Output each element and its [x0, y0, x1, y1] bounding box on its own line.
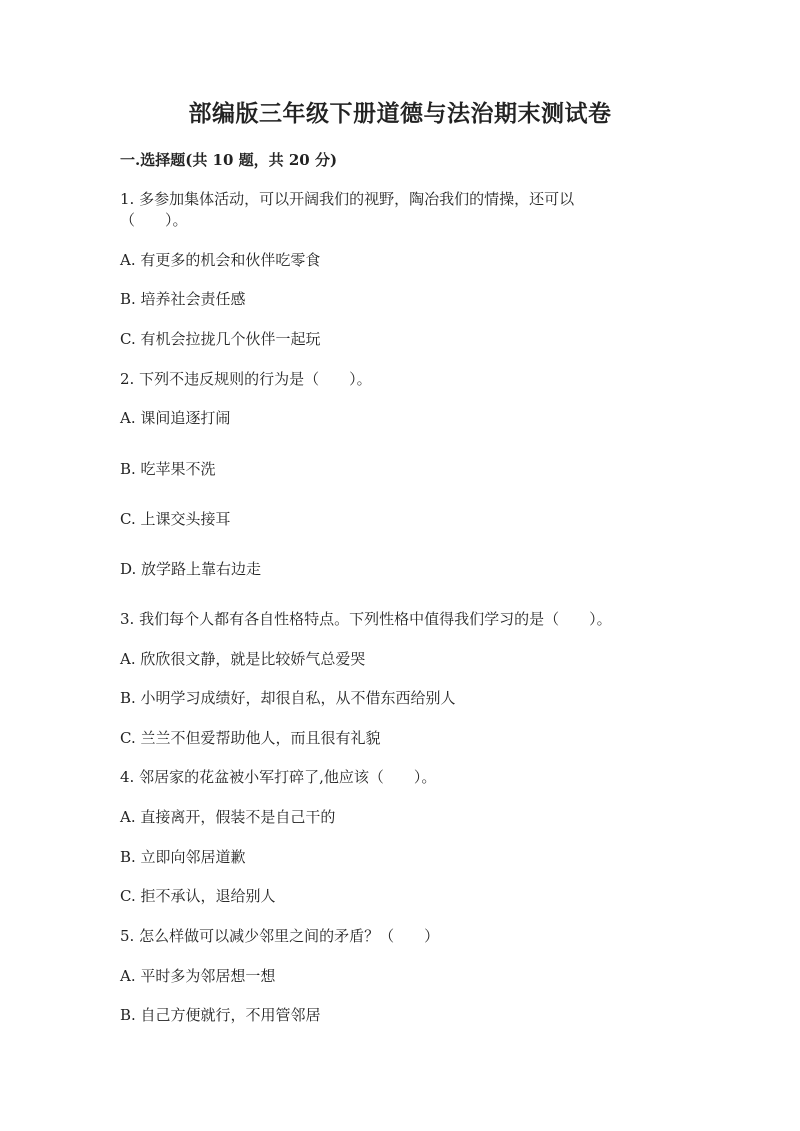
document-title: 部编版三年级下册道德与法治期末测试卷 [188, 100, 612, 127]
question-3-option-a: A. 欣欣很文静，就是比较娇气总爱哭 [120, 650, 366, 668]
question-2-option-d: D. 放学路上靠右边走 [120, 560, 262, 578]
section-heading: 一.选择题(共 10 题，共 20 分) [120, 151, 338, 169]
question-2-option-a: A. 课间追逐打闹 [120, 409, 231, 427]
question-3-stem: 3. 我们每个人都有各自性格特点。下列性格中值得我们学习的是（ ）。 [120, 610, 612, 628]
question-2-stem: 2. 下列不违反规则的行为是（ ）。 [120, 370, 372, 388]
question-1-stem-line1: 1. 多参加集体活动，可以开阔我们的视野，陶冶我们的情操，还可以 [120, 190, 575, 208]
question-4-option-c: C. 拒不承认，退给别人 [120, 887, 276, 905]
question-2-option-c: C. 上课交头接耳 [120, 510, 231, 528]
question-3-option-b: B. 小明学习成绩好，却很自私，从不借东西给别人 [120, 689, 456, 707]
question-5-option-a: A. 平时多为邻居想一想 [120, 967, 276, 985]
question-3-option-c: C. 兰兰不但爱帮助他人，而且很有礼貌 [120, 729, 381, 747]
question-1-stem-line2: （ ）。 [120, 211, 188, 229]
question-1-option-c: C. 有机会拉拢几个伙伴一起玩 [120, 330, 321, 348]
question-4-option-a: A. 直接离开，假装不是自己干的 [120, 808, 336, 826]
question-4-stem: 4. 邻居家的花盆被小军打碎了,他应该（ ）。 [120, 768, 437, 786]
question-2-option-b: B. 吃苹果不洗 [120, 460, 216, 478]
question-4-option-b: B. 立即向邻居道歉 [120, 848, 246, 866]
question-1-option-a: A. 有更多的机会和伙伴吃零食 [120, 251, 321, 269]
question-5-stem: 5. 怎么样做可以减少邻里之间的矛盾？（ ） [120, 927, 440, 945]
question-5-option-b: B. 自己方便就行，不用管邻居 [120, 1006, 321, 1024]
question-1-option-b: B. 培养社会责任感 [120, 290, 246, 308]
